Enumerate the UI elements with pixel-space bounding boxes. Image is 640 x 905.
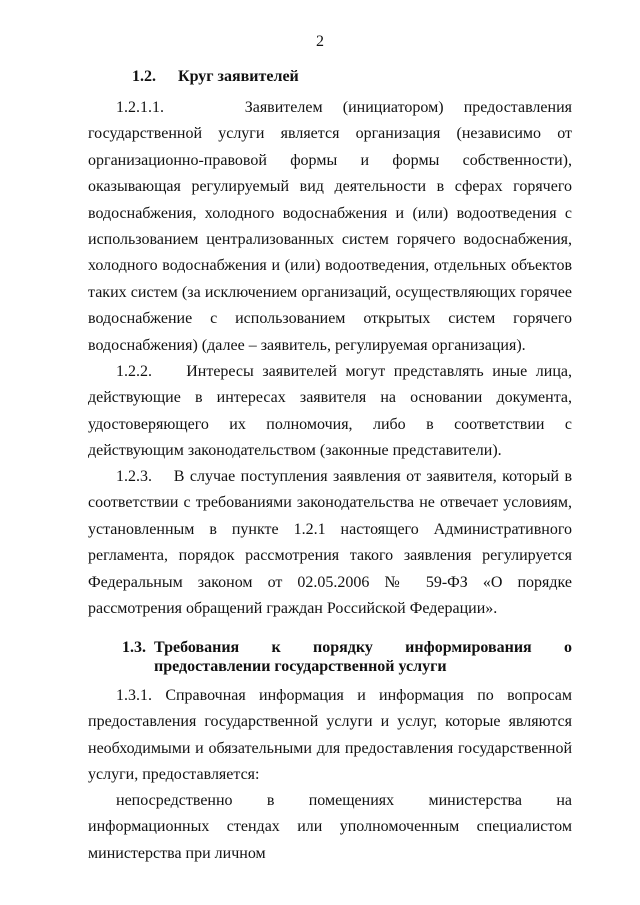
- paragraph-1-2-3: [88, 464, 572, 622]
- section-number: 1.2.: [132, 68, 156, 85]
- paragraph-number: 1.2.1.1.: [116, 99, 164, 116]
- page-number: 2: [316, 33, 324, 50]
- section-heading-1-3: [122, 638, 572, 676]
- paragraph-number: 1.2.2.: [116, 363, 152, 380]
- section-title: Круг заявителей: [178, 68, 299, 85]
- section-heading-1-2: [132, 67, 299, 86]
- paragraph-1-2-2: [88, 359, 572, 465]
- paragraph-text: Интересы заявителей могут представлять иные лица, действующие в интересах заявителя на основании документа, удостоверяющего их полномочия, либо в соответствии с действующим законодательством (законные представители).: [88, 363, 573, 460]
- section-number: 1.3.: [122, 639, 146, 656]
- paragraph-continuation: [88, 788, 572, 867]
- paragraph-1-3-1: [88, 683, 572, 789]
- paragraph-1-2-1-1: [88, 95, 572, 359]
- paragraph-text: Справочная информация и информация по вопросам предоставления государственной услуги и услуг, которые являются необходимыми и обязательными для предоставления государственной услуги, предоставляется:: [88, 687, 573, 784]
- paragraph-text: непосредственно в помещениях министерства на информационных стендах или уполномоченным специалистом министерства при личном: [88, 792, 572, 862]
- paragraph-number: 1.3.1.: [116, 687, 152, 704]
- section-title: Требования к порядку информирования о предоставлении государственной услуги: [154, 639, 572, 675]
- paragraph-text: В случае поступления заявления от заявителя, который в соответствии с требованиями законодательства не отвечает условиям, установленным в пункте 1.2.1 настоящего Административного регламента, порядок рассмотрения такого заявления регулируется Федеральным законом от 02.05.2006 № 59-ФЗ «О порядке рассмотрения обращений граждан Российской Федерации».: [88, 468, 572, 618]
- paragraph-text: Заявителем (инициатором) предоставления государственной услуги является организация (независимо от организационно-правовой формы и формы собственности), оказывающая регулируемый вид деятельности в сферах горячего водоснабжения, холодного водоснабжения и (или) водоотведения с использованием централизованных систем горячего водоснабжения, холодного водоснабжения и (или) водоотведения, отдельных объектов таких систем (за исключением организаций, осуществляющих горячее водоснабжение с использованием открытых систем горячего водоснабжения) (далее – заявитель, регулируемая организация).: [88, 99, 573, 354]
- paragraph-number: 1.2.3.: [116, 468, 152, 485]
